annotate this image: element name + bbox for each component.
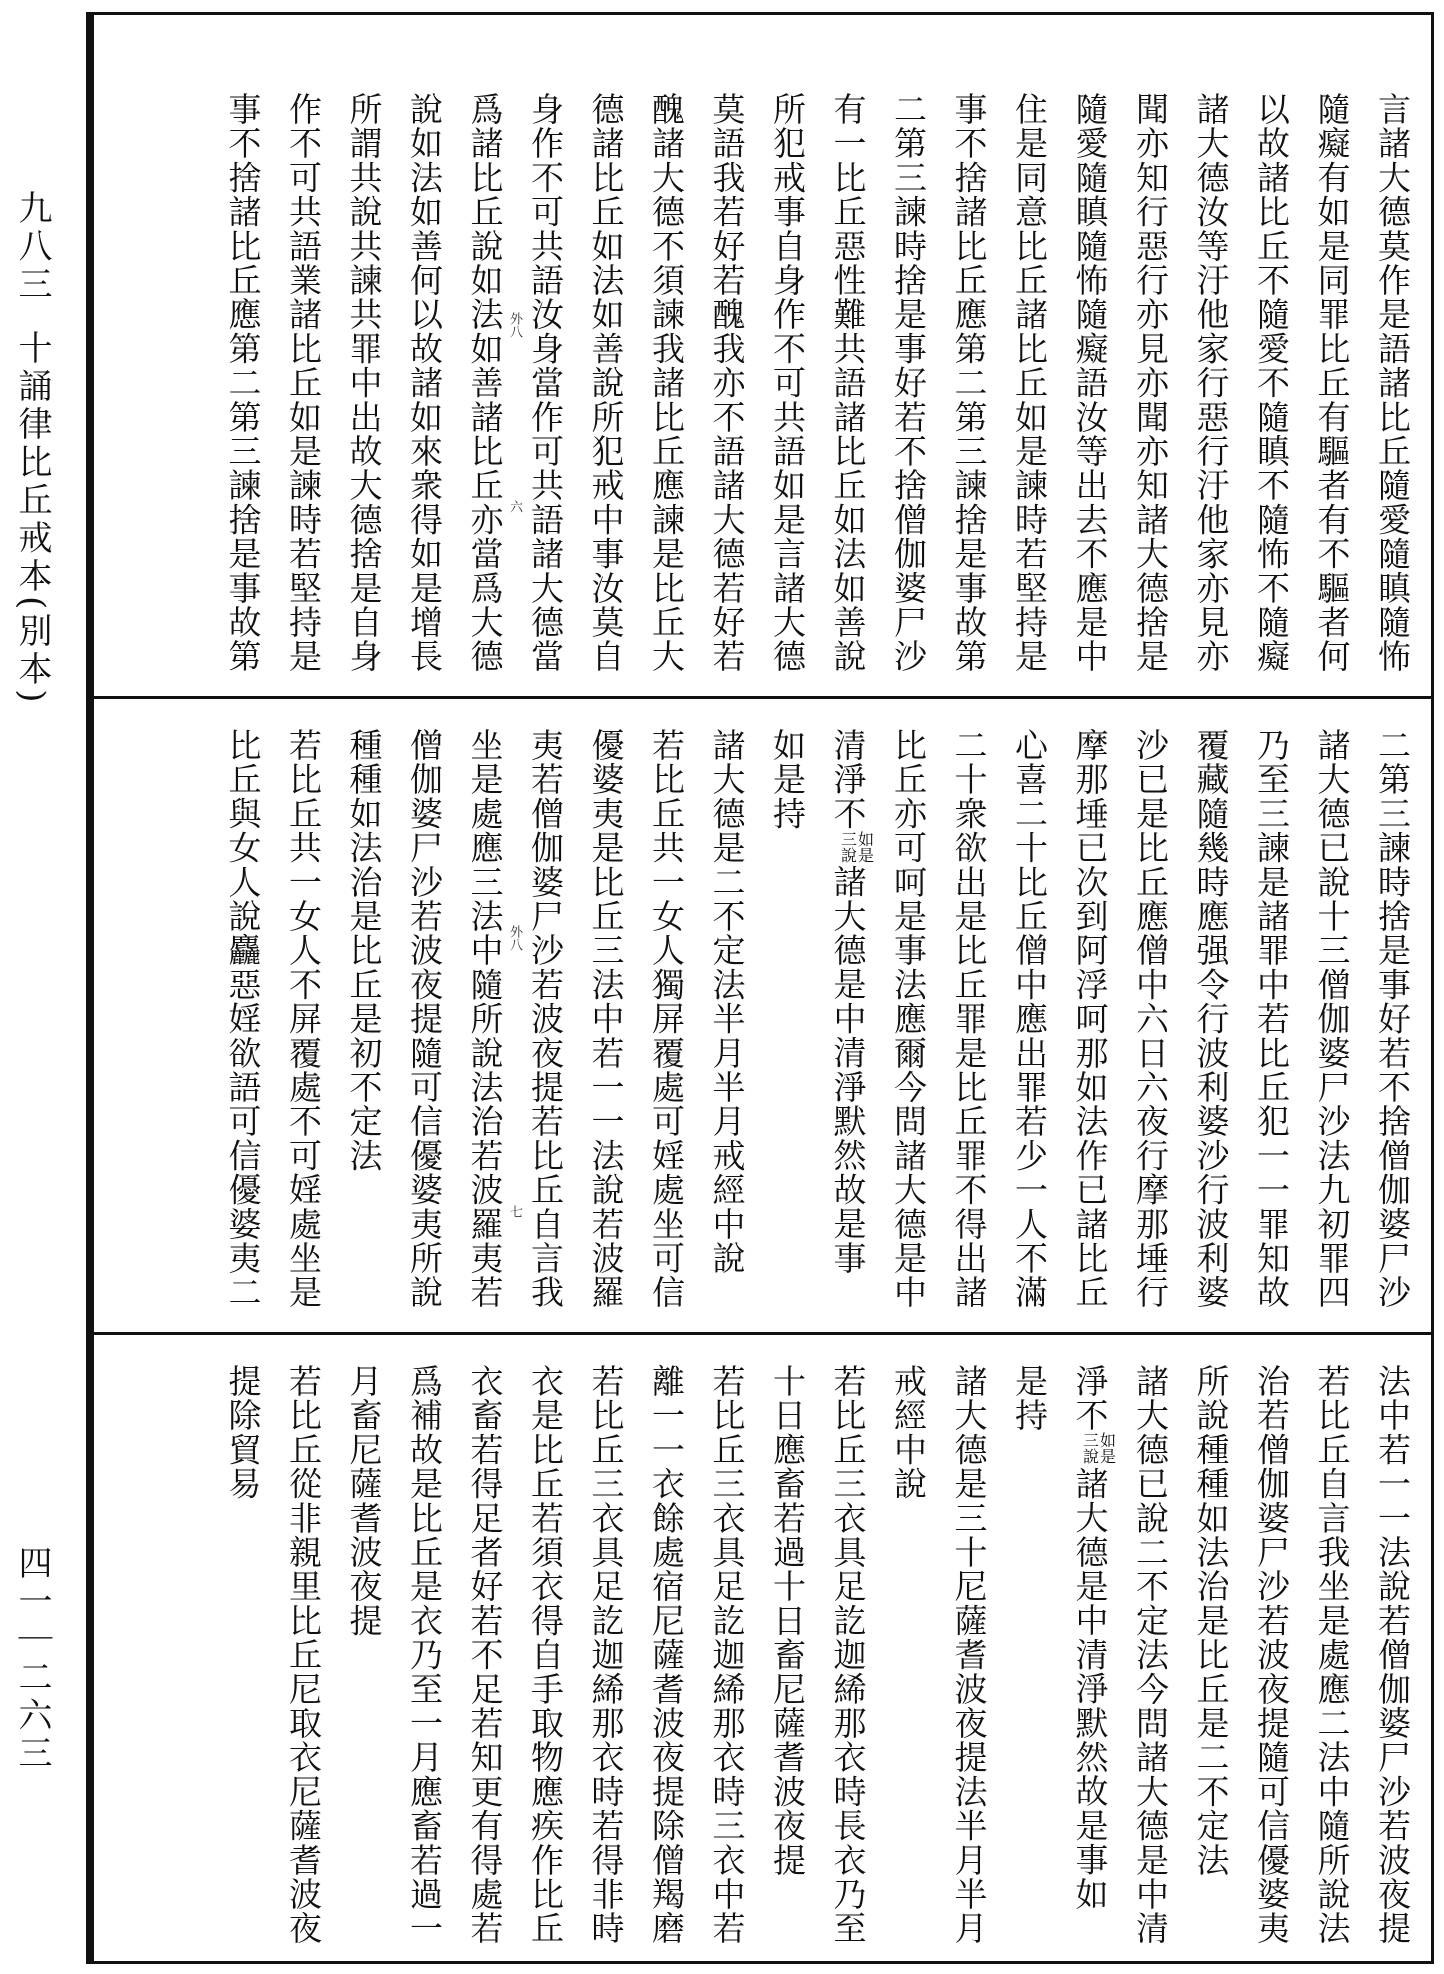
text-column (575, 92, 636, 692)
column-text: 是持 (1010, 1364, 1049, 1433)
column-text: 二第三諫時捨是事好若不捨僧伽婆尸沙 (1373, 728, 1412, 1310)
column-text: 乃至三諫是諸罪中若比丘犯一一罪知故 (1252, 728, 1291, 1310)
column-text: 二第三諫時捨是事好若不捨僧伽婆尸沙 (889, 92, 928, 674)
text-column (1362, 728, 1423, 1328)
column-text: 醜諸大德不須諫我諸比丘應諫是比丘大 (647, 92, 686, 674)
column-text: 覆藏隨幾時應强令行波利婆沙行波利婆 (1191, 728, 1231, 1310)
text-column (636, 92, 697, 692)
column-text: 若比丘自言我坐是處應二法中隨所說法 (1312, 1364, 1352, 1946)
text-column (1301, 92, 1362, 692)
column-text: 言諸大德莫作是語諸比丘隨愛隨瞋隨怖 (1373, 92, 1412, 674)
text-column (515, 728, 576, 1328)
text-column (1180, 92, 1241, 692)
text-column (515, 92, 576, 692)
text-column (1120, 728, 1181, 1328)
text-column (454, 1364, 515, 1964)
text-column (1059, 728, 1120, 1328)
margin-volume: 九八三 (12, 190, 52, 304)
text-column (938, 728, 999, 1328)
column-text: 法中若一一法說若僧伽婆尸沙若波夜提 (1373, 1364, 1412, 1946)
column-text: 諸大德是二不定法半月半月戒經中說 (707, 728, 747, 1276)
column-text: 離一一衣餘處宿尼薩耆波夜提除僧羯磨 (647, 1364, 686, 1946)
text-column (1059, 92, 1120, 692)
margin-annotation: 六 (507, 500, 522, 513)
text-column (878, 728, 939, 1328)
column-text: 莫語我若好若醜我亦不語諸大德若好若 (707, 92, 747, 674)
text-column (999, 1364, 1060, 1964)
text-column (1301, 728, 1362, 1328)
text-column (273, 1364, 334, 1964)
text-column (1120, 1364, 1181, 1964)
text-panel-top (200, 92, 1422, 692)
text-panel-middle (200, 728, 1422, 1328)
text-column (999, 728, 1060, 1328)
column-text: 隨癡有如是同罪比丘有驅者有不驅者何 (1312, 92, 1352, 674)
column-text: 以故諸比丘不隨愛不隨瞋不隨怖不隨癡 (1252, 92, 1291, 674)
column-text: 說如法如善何以故諸如來衆得如是增長 (405, 92, 444, 674)
text-column (454, 92, 515, 692)
column-text: 事不捨諸比丘應第二第三諫捨是事故第 (223, 92, 263, 674)
text-column (1241, 1364, 1302, 1964)
column-text: 諸大德汝等汙他家行惡行汙他家亦見亦 (1191, 92, 1231, 674)
column-text: 所謂共說共諫共罪中出故大德捨是自身 (344, 92, 384, 674)
column-text: 諸大德是中清淨默然故是事如 (1070, 1466, 1110, 1912)
column-text: 若比丘三衣具足訖迦絺那衣時長衣乃至 (828, 1364, 868, 1946)
text-column (212, 728, 273, 1328)
column-text: 爲諸比丘說如法如善諸比丘亦當爲大德 (465, 92, 505, 674)
text-column (333, 92, 394, 692)
interlinear-note: 如是三說 (838, 830, 875, 863)
text-column (757, 728, 818, 1328)
column-text: 若比丘共一女人不屏覆處不可婬處坐是 (284, 728, 323, 1310)
column-text: 身作不可共語汝身當作可共語諸大德當 (526, 92, 565, 674)
text-column (212, 1364, 273, 1964)
column-text: 所犯戒事自身作不可共語如是言諸大德 (768, 92, 807, 674)
text-column (817, 92, 878, 692)
text-column (515, 1364, 576, 1964)
text-column (333, 728, 394, 1328)
column-text: 摩那埵已次到阿浮呵那如法作已諸比丘 (1070, 728, 1110, 1310)
text-column (1241, 728, 1302, 1328)
column-text: 諸大德是中清淨默然故是事 (828, 864, 868, 1276)
text-column (696, 1364, 757, 1964)
column-text: 若比丘三衣具足訖迦絺那衣時三衣中若 (707, 1364, 747, 1946)
column-text: 若比丘從非親里比丘尼取衣尼薩耆波夜 (284, 1364, 323, 1946)
text-column (1241, 92, 1302, 692)
margin-annotation: 外八 (507, 925, 522, 951)
column-text: 若比丘三衣具足訖迦絺那衣時若得非時 (586, 1364, 626, 1946)
text-column (394, 728, 455, 1328)
margin-page-number: 四一｜二六三 (12, 1545, 52, 1773)
column-text: 比丘亦可呵是事法應爾今問諸大德是中 (889, 728, 928, 1310)
margin-annotation: 外八 (507, 312, 522, 338)
interlinear-note: 如是三說 (1080, 1432, 1117, 1465)
column-text: 淨不 (1070, 1364, 1110, 1433)
column-text: 衣是比丘若須衣得自手取物應疾作比丘 (526, 1364, 565, 1946)
text-column (394, 1364, 455, 1964)
column-text: 爲補故是比丘是衣乃至一月應畜若過一 (405, 1364, 444, 1946)
text-column (212, 92, 273, 692)
column-text: 心喜二十比丘僧中應出罪若少一人不滿 (1010, 728, 1049, 1310)
column-text: 諸大德是三十尼薩耆波夜提法半月半月 (949, 1364, 989, 1946)
text-column (273, 92, 334, 692)
column-text: 衣畜若得足者好若不足若知更有得處若 (465, 1364, 505, 1946)
text-column (273, 728, 334, 1328)
column-text: 諸大德已說二不定法今問諸大德是中清 (1131, 1364, 1170, 1946)
column-text: 清淨不 (828, 728, 868, 831)
column-text: 十日應畜若過十日畜尼薩耆波夜提 (768, 1364, 807, 1877)
text-column (394, 92, 455, 692)
column-text: 有一比丘惡性難共語諸比丘如法如善說 (828, 92, 868, 674)
text-column (333, 1364, 394, 1964)
text-column (1059, 1364, 1120, 1964)
column-text: 月畜尼薩耆波夜提 (344, 1364, 384, 1638)
text-column (817, 728, 878, 1328)
column-text: 坐是處應三法中隨所說法治若波羅夷若 (465, 728, 505, 1310)
text-column (1180, 1364, 1241, 1964)
text-column (1301, 1364, 1362, 1964)
column-text: 僧伽婆尸沙若波夜提隨可信優婆夷所說 (405, 728, 444, 1310)
text-panel-bottom (200, 1364, 1422, 1964)
text-column (636, 1364, 697, 1964)
column-text: 種種如法治是比丘是初不定法 (344, 728, 384, 1173)
column-text: 諸大德已說十三僧伽婆尸沙法九初罪四 (1312, 728, 1352, 1310)
column-text: 二十衆欲出是比丘罪是比丘罪不得出諸 (949, 728, 989, 1310)
column-text: 所說種種如法治是比丘是二不定法 (1191, 1364, 1231, 1877)
column-text: 若比丘共一女人獨屏覆處可婬處坐可信 (647, 728, 686, 1310)
column-text: 作不可共語業諸比丘如是諫時若堅持是 (284, 92, 323, 674)
text-column (938, 1364, 999, 1964)
column-text: 戒經中說 (889, 1364, 928, 1501)
column-text: 如是持 (768, 728, 807, 831)
column-text: 優婆夷是比丘三法中若一一法說若波羅 (586, 728, 626, 1310)
text-column (575, 728, 636, 1328)
margin-annotation: 七 (507, 1205, 522, 1218)
panel-divider (86, 1332, 1434, 1335)
column-text: 治若僧伽婆尸沙若波夜提隨可信優婆夷 (1252, 1364, 1291, 1946)
column-text: 夷若僧伽婆尸沙若波夜提若比丘自言我 (526, 728, 565, 1310)
text-column (757, 92, 818, 692)
text-column (817, 1364, 878, 1964)
text-column (938, 92, 999, 692)
text-column (1362, 1364, 1423, 1964)
text-column (454, 728, 515, 1328)
panel-divider (86, 696, 1434, 699)
text-column (1362, 92, 1423, 692)
text-column (878, 92, 939, 692)
column-text: 隨愛隨瞋隨怖隨癡語汝等出去不應是中 (1070, 92, 1110, 674)
column-text: 住是同意比丘諸比丘如是諫時若堅持是 (1010, 92, 1049, 674)
text-column (1180, 728, 1241, 1328)
column-text: 沙已是比丘應僧中六日六夜行摩那埵行 (1131, 728, 1170, 1310)
column-text: 聞亦知行惡行亦見亦聞亦知諸大德捨是 (1131, 92, 1170, 674)
text-column (575, 1364, 636, 1964)
margin-title: 十誦律比丘戒本(別本) (12, 330, 52, 707)
column-text: 德諸比丘如法如善說所犯戒中事汝莫自 (586, 92, 626, 674)
text-column (1120, 92, 1181, 692)
text-column (636, 728, 697, 1328)
text-column (696, 728, 757, 1328)
column-text: 提除貿易 (223, 1364, 263, 1501)
column-text: 事不捨諸比丘應第二第三諫捨是事故第 (949, 92, 989, 674)
text-column (878, 1364, 939, 1964)
text-column (696, 92, 757, 692)
column-text: 比丘與女人說麤惡婬欲語可信優婆夷二 (223, 728, 263, 1310)
text-column (999, 92, 1060, 692)
text-column (757, 1364, 818, 1964)
